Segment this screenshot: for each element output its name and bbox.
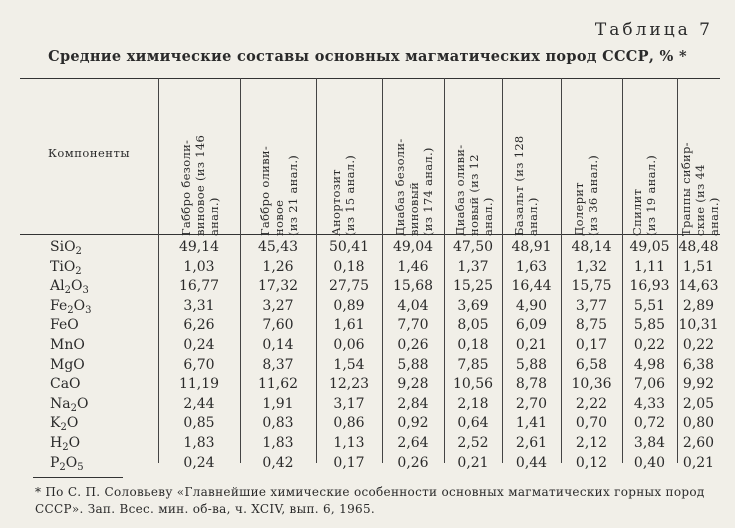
- table-cell: 8,05: [457, 317, 489, 334]
- table-cell: 12,23: [328, 376, 370, 393]
- table-cell: 6,70: [183, 356, 215, 373]
- table-cell: 2,60: [682, 435, 715, 451]
- table-cell: 0,24: [183, 454, 215, 471]
- table-cell: 16,93: [629, 278, 670, 295]
- table-cell: 1,54: [333, 356, 365, 373]
- table-cell: 0,21: [457, 454, 489, 471]
- formula-part: O: [76, 395, 89, 412]
- table-cell: 17,32: [257, 278, 299, 295]
- table-cell: 2,18: [457, 395, 489, 412]
- formula-subscript: 3: [85, 304, 92, 316]
- table-cell: 27,75: [328, 278, 370, 295]
- formula-part: O: [70, 278, 83, 295]
- table-cell: 4,90: [515, 297, 548, 314]
- column-header: Диабаз оливи- новый (из 12 анал.): [453, 144, 495, 236]
- table-cell: 0,44: [515, 454, 548, 471]
- component-name: [50, 337, 130, 353]
- top-rule: [20, 78, 720, 79]
- component-name: [50, 455, 130, 473]
- table-cell: 6,38: [682, 356, 715, 373]
- table-cell: 14,63: [678, 278, 719, 295]
- table-cell: 3,27: [262, 297, 294, 314]
- table-row: [20, 396, 720, 416]
- table-row: [20, 357, 720, 377]
- table-cell: 0,17: [575, 337, 608, 353]
- table-cell: 5,51: [633, 297, 666, 314]
- table-cell: 2,84: [397, 395, 429, 412]
- table-cell: 49,04: [392, 239, 434, 255]
- table-cell: 11,62: [257, 376, 299, 393]
- table-cell: 1,32: [575, 258, 608, 275]
- table-cell: 0,06: [333, 337, 365, 353]
- table-cell: 3,77: [575, 297, 608, 314]
- footnote-rule: [33, 477, 123, 478]
- table-cell: 0,92: [397, 415, 429, 432]
- table-cell: 6,26: [183, 317, 215, 334]
- table-row: [20, 435, 720, 455]
- formula-subscript: 2: [59, 461, 66, 473]
- table-cell: 1,03: [183, 258, 215, 275]
- table-title: Средние химические составы основных магматических пород СССР, % *: [48, 48, 687, 65]
- component-name: [50, 317, 130, 333]
- table-cell: 3,84: [633, 435, 666, 451]
- table-cell: 1,91: [262, 395, 294, 412]
- table-cell: 0,89: [333, 297, 365, 314]
- table-cell: 48,48: [678, 239, 719, 255]
- table-cell: 2,64: [397, 435, 429, 451]
- table-cell: 1,13: [333, 435, 365, 451]
- table-cell: 1,61: [333, 317, 365, 334]
- table-cell: 0,26: [397, 337, 429, 353]
- table-row: [20, 298, 720, 318]
- table-cell: 0,72: [633, 415, 666, 432]
- formula-subscript: 2: [75, 246, 82, 257]
- formula-part: P: [50, 454, 60, 471]
- table-cell: 2,89: [682, 297, 715, 314]
- table-cell: 48,91: [511, 239, 552, 255]
- formula-part: FeO: [50, 317, 79, 334]
- table-cell: 1,46: [397, 258, 429, 275]
- table-row: [20, 317, 720, 337]
- table-row: [20, 376, 720, 396]
- table-cell: 1,51: [682, 258, 715, 275]
- table-cell: 15,25: [452, 278, 494, 295]
- table-cell: 47,50: [452, 239, 494, 255]
- column-header: Базальт (из 128 анал.): [511, 135, 540, 236]
- table-cell: 10,31: [678, 317, 719, 334]
- table-cell: 7,70: [397, 317, 429, 334]
- table-cell: 8,75: [575, 317, 608, 334]
- formula-part: Al: [50, 278, 65, 295]
- table-cell: 0,42: [262, 454, 294, 471]
- table-cell: 0,83: [262, 415, 294, 432]
- formula-part: TiO: [50, 258, 76, 275]
- table-cell: 8,78: [515, 376, 548, 393]
- table-cell: 16,77: [178, 278, 220, 295]
- component-name: [50, 239, 130, 257]
- table-cell: 2,22: [575, 395, 608, 412]
- table-cell: 1,41: [515, 415, 548, 432]
- column-header: Габбро оливи- новое (из 21 анал.): [258, 145, 300, 236]
- table-cell: 0,18: [457, 337, 489, 353]
- component-name: [50, 357, 130, 373]
- table-cell: 1,83: [183, 435, 215, 451]
- table-cell: 0,21: [682, 454, 715, 471]
- column-header: Траппы сибир- ские (из 44 анал.): [678, 142, 721, 236]
- column-header: Долерит (из 36 анал.): [571, 154, 600, 236]
- table-cell: 15,75: [571, 278, 612, 295]
- table-row: [20, 278, 720, 298]
- table-label: Таблица 7: [594, 20, 713, 40]
- table-cell: 0,80: [682, 415, 715, 432]
- table-row: [20, 415, 720, 435]
- table-cell: 2,52: [457, 435, 489, 451]
- table-cell: 9,28: [397, 376, 429, 393]
- table-cell: 2,61: [515, 435, 548, 451]
- table-cell: 10,36: [571, 376, 612, 393]
- component-name: [50, 435, 130, 453]
- table-cell: 0,26: [397, 454, 429, 471]
- table-cell: 1,26: [262, 258, 294, 275]
- table-cell: 0,70: [575, 415, 608, 432]
- table-cell: 50,41: [328, 239, 370, 255]
- table-cell: 49,14: [178, 239, 220, 255]
- table-cell: 0,17: [333, 454, 365, 471]
- column-header: Габбро безоли- виновое (из 146 анал.): [179, 134, 221, 236]
- component-name: [50, 376, 130, 392]
- table-cell: 7,85: [457, 356, 489, 373]
- table-cell: 0,22: [633, 337, 666, 353]
- component-header: Компоненты: [47, 146, 130, 160]
- table-cell: 0,12: [575, 454, 608, 471]
- formula-part: SiO: [50, 239, 76, 255]
- formula-part: O: [68, 435, 81, 451]
- component-name: [50, 396, 130, 414]
- table-cell: 1,63: [515, 258, 548, 275]
- formula-subscript: 2: [75, 265, 82, 277]
- footnote: * По С. П. Соловьеву «Главнейшие химические особенности основных магматических горных пород СССР». Зап. Всес. мин. об-ва, ч. XCIV, вып. 6, 1965.: [35, 485, 705, 516]
- table-row: [20, 455, 720, 475]
- component-name: [50, 278, 130, 296]
- table-cell: 48,14: [571, 239, 612, 255]
- formula-part: MgO: [50, 356, 85, 373]
- table-cell: 0,86: [333, 415, 365, 432]
- table-cell: 4,04: [397, 297, 429, 314]
- formula-subscript: 2: [60, 422, 67, 434]
- formula-part: O: [73, 297, 86, 314]
- table-cell: 1,83: [262, 435, 294, 451]
- formula-part: MnO: [50, 337, 85, 353]
- table-cell: 0,21: [515, 337, 548, 353]
- formula-part: CaO: [50, 376, 81, 393]
- column-header: Спилит (из 19 анал.): [629, 154, 658, 236]
- table-cell: 0,24: [183, 337, 215, 353]
- formula-subscript: 2: [67, 304, 74, 316]
- table-cell: 45,43: [257, 239, 299, 255]
- table-cell: 0,64: [457, 415, 489, 432]
- table-row: [20, 239, 720, 259]
- table-cell: 9,92: [682, 376, 715, 393]
- table-cell: 15,68: [392, 278, 434, 295]
- formula-part: O: [65, 454, 78, 471]
- formula-subscript: 3: [82, 285, 89, 297]
- table-cell: 3,69: [457, 297, 489, 314]
- table-cell: 0,18: [333, 258, 365, 275]
- table-cell: 3,17: [333, 395, 365, 412]
- table-row: [20, 337, 720, 357]
- table-cell: 10,56: [452, 376, 494, 393]
- column-header: Анортозит (из 15 анал.): [329, 154, 357, 236]
- formula-part: O: [66, 415, 79, 432]
- table-cell: 1,11: [633, 258, 666, 275]
- table-cell: 5,88: [515, 356, 548, 373]
- table-cell: 49,05: [629, 239, 670, 255]
- table-cell: 4,33: [633, 395, 666, 412]
- component-name: [50, 298, 130, 316]
- table-cell: 2,70: [515, 395, 548, 412]
- table-cell: 4,98: [633, 356, 666, 373]
- column-header: Диабаз безоли- виновый (из 174 анал.): [393, 138, 435, 236]
- table-cell: 5,88: [397, 356, 429, 373]
- formula-part: H: [50, 435, 63, 451]
- table-cell: 5,85: [633, 317, 666, 334]
- table-cell: 2,05: [682, 395, 715, 412]
- formula-part: Na: [50, 395, 71, 412]
- component-name: [50, 415, 130, 433]
- table-cell: 6,09: [515, 317, 548, 334]
- table-cell: 0,14: [262, 337, 294, 353]
- table-cell: 11,19: [178, 376, 220, 393]
- component-name: [50, 259, 130, 277]
- formula-subscript: 2: [64, 285, 71, 297]
- formula-subscript: 2: [62, 442, 69, 453]
- table-cell: 6,58: [575, 356, 608, 373]
- formula-subscript: 5: [77, 461, 84, 473]
- table-cell: 7,06: [633, 376, 666, 393]
- table-cell: 0,22: [682, 337, 715, 353]
- table-cell: 0,85: [183, 415, 215, 432]
- composition-table: [20, 78, 721, 473]
- table-cell: 16,44: [511, 278, 552, 295]
- table-cell: 7,60: [262, 317, 294, 334]
- formula-part: Fe: [50, 297, 68, 314]
- table-cell: 3,31: [183, 297, 215, 314]
- table-cell: 8,37: [262, 356, 294, 373]
- table-cell: 0,40: [633, 454, 666, 471]
- table-cell: 1,37: [457, 258, 489, 275]
- table-cell: 2,44: [183, 395, 215, 412]
- formula-part: K: [50, 415, 61, 432]
- table-cell: 2,12: [575, 435, 608, 451]
- table-row: [20, 259, 720, 279]
- formula-subscript: 2: [70, 402, 77, 414]
